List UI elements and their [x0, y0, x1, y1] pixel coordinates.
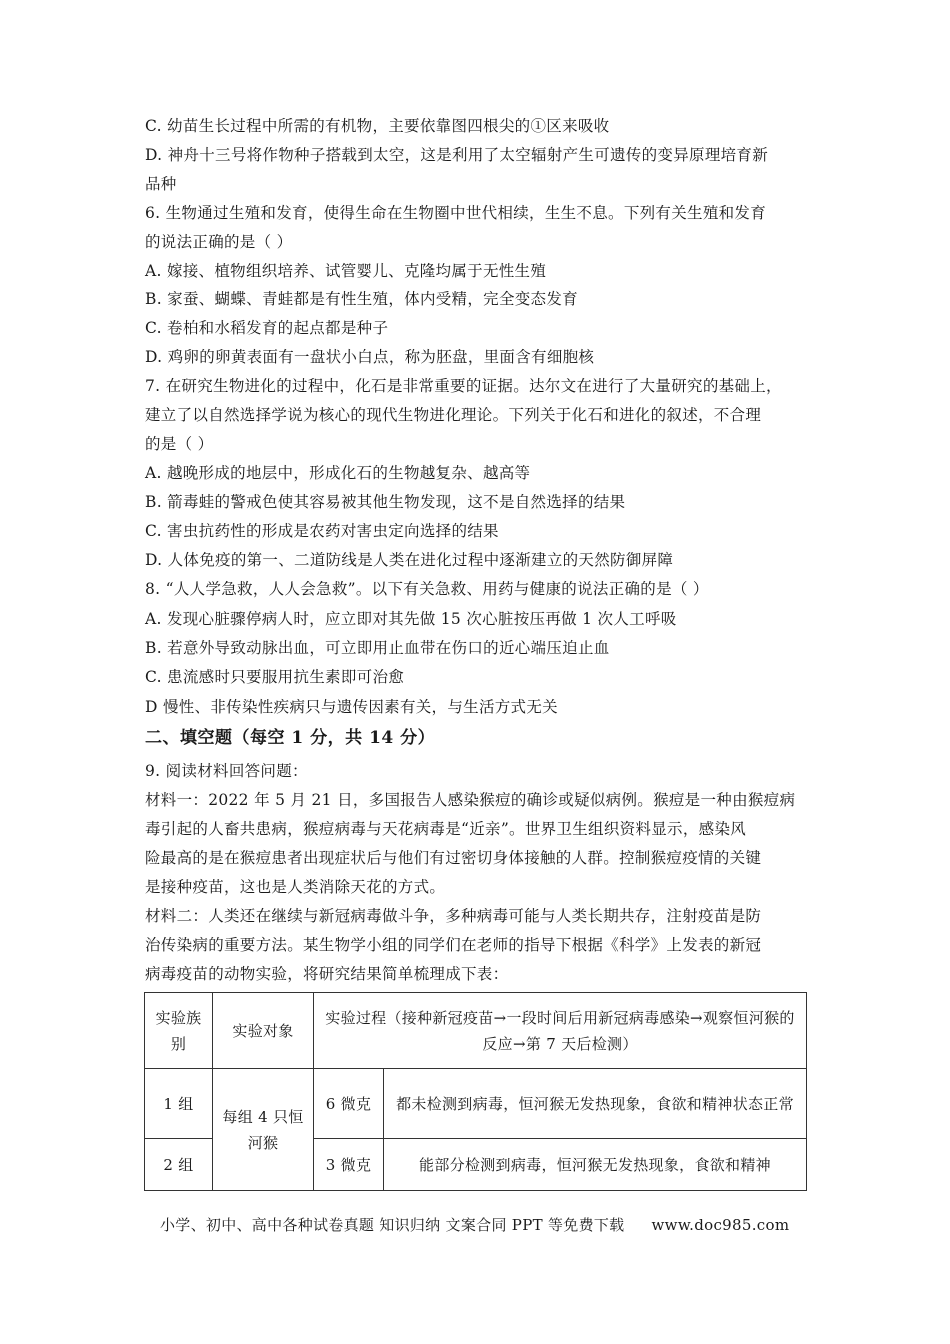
header-process-cell: 实验过程（接种新冠疫苗→一段时间后用新冠病毒感染→观察恒河猴的反应→第 7 天后检测） [314, 993, 807, 1069]
text-line: D 慢性、非传染性疾病只与遗传因素有关，与生活方式无关 [145, 698, 558, 716]
text-line: 建立了以自然选择学说为核心的现代生物进化理论。下列关于化石和进化的叙述，不合理 [145, 406, 762, 424]
result-cell: 能部分检测到病毒，恒河猴无发热现象，食欲和精神 [384, 1139, 807, 1191]
text-line: 8. “人人学急救，人人会急救”。以下有关急救、用药与健康的说法正确的是（ ） [145, 580, 709, 598]
experiment-table [144, 992, 807, 1191]
text-line: 9. 阅读材料回答问题： [145, 762, 308, 780]
result-cell: 都未检测到病毒，恒河猴无发热现象，食欲和精神状态正常 [384, 1069, 807, 1139]
subject-cell: 每组 4 只恒河猴 [213, 1069, 314, 1191]
text-line: 6. 生物通过生殖和发育，使得生命在生物圈中世代相续，生生不息。下列有关生殖和发育 [145, 204, 767, 222]
text-line: B. 若意外导致动脉出血，可立即用止血带在伤口的近心端压迫止血 [145, 639, 610, 657]
text-line: A. 嫁接、植物组织培养、试管婴儿、克隆均属于无性生殖 [145, 262, 547, 280]
text-line: C. 患流感时只要服用抗生素即可治愈 [145, 668, 405, 686]
dose-cell: 3 微克 [314, 1139, 384, 1191]
table-header-row [145, 993, 807, 1069]
text-line: C. 害虫抗药性的形成是农药对害虫定向选择的结果 [145, 522, 499, 540]
group-cell: 2 组 [145, 1139, 213, 1191]
text-line: 治传染病的重要方法。某生物学小组的同学们在老师的指导下根据《科学》上发表的新冠 [145, 936, 762, 954]
text-line: 品种 [145, 175, 177, 193]
text-line: C. 卷柏和水稻发育的起点都是种子 [145, 319, 389, 337]
text-line: 毒引起的人畜共患病，猴痘病毒与天花病毒是“近亲”。世界卫生组织资料显示，感染风 [145, 820, 747, 838]
text-line: 的说法正确的是（ ） [145, 233, 293, 251]
text-line: D. 神舟十三号将作物种子搭载到太空，这是利用了太空辐射产生可遗传的变异原理培育新 [145, 146, 769, 164]
header-subject-cell: 实验对象 [213, 993, 314, 1069]
page-footer [160, 1214, 789, 1235]
footer-text: 小学、初中、高中各种试卷真题 知识归纳 文案合同 PPT 等免费下载 [160, 1216, 625, 1234]
text-line: A. 越晚形成的地层中，形成化石的生物越复杂、越高等 [145, 464, 531, 482]
group-cell: 1 组 [145, 1069, 213, 1139]
text-line: D. 鸡卵的卵黄表面有一盘状小白点，称为胚盘，里面含有细胞核 [145, 348, 595, 366]
header-group-cell: 实验族别 [145, 993, 213, 1069]
text-line: 材料二：人类还在继续与新冠病毒做斗争，多种病毒可能与人类长期共存，注射疫苗是防 [145, 907, 762, 925]
section-heading: 二、填空题（每空 1 分，共 14 分） [145, 728, 436, 748]
text-line: D. 人体免疫的第一、二道防线是人类在进化过程中逐渐建立的天然防御屏障 [145, 551, 674, 569]
table-row [145, 1069, 807, 1139]
text-line: B. 家蚕、蝴蝶、青蛙都是有性生殖，体内受精，完全变态发育 [145, 290, 578, 308]
footer-url[interactable]: www.doc985.com [651, 1216, 790, 1234]
text-line: A. 发现心脏骤停病人时，应立即对其先做 15 次心脏按压再做 1 次人工呼吸 [145, 610, 677, 628]
text-line: 病毒疫苗的动物实验，将研究结果简单梳理成下表： [145, 965, 509, 983]
text-line: 7. 在研究生物进化的过程中，化石是非常重要的证据。达尔文在进行了大量研究的基础上， [145, 377, 782, 395]
text-line: C. 幼苗生长过程中所需的有机物，主要依靠图四根尖的①区来吸收 [145, 117, 610, 135]
text-line: B. 箭毒蛙的警戒色使其容易被其他生物发现，这不是自然选择的结果 [145, 493, 626, 511]
text-line: 材料一：2022 年 5 月 21 日，多国报告人感染猴痘的确诊或疑似病例。猴痘是一种由猴痘病 [145, 791, 796, 809]
dose-cell: 6 微克 [314, 1069, 384, 1139]
text-line: 险最高的是在猴痘患者出现症状后与他们有过密切身体接触的人群。控制猴痘疫情的关键 [145, 849, 762, 867]
text-line: 是接种疫苗，这也是人类消除天花的方式。 [145, 878, 446, 896]
text-line: 的是（ ） [145, 435, 214, 453]
